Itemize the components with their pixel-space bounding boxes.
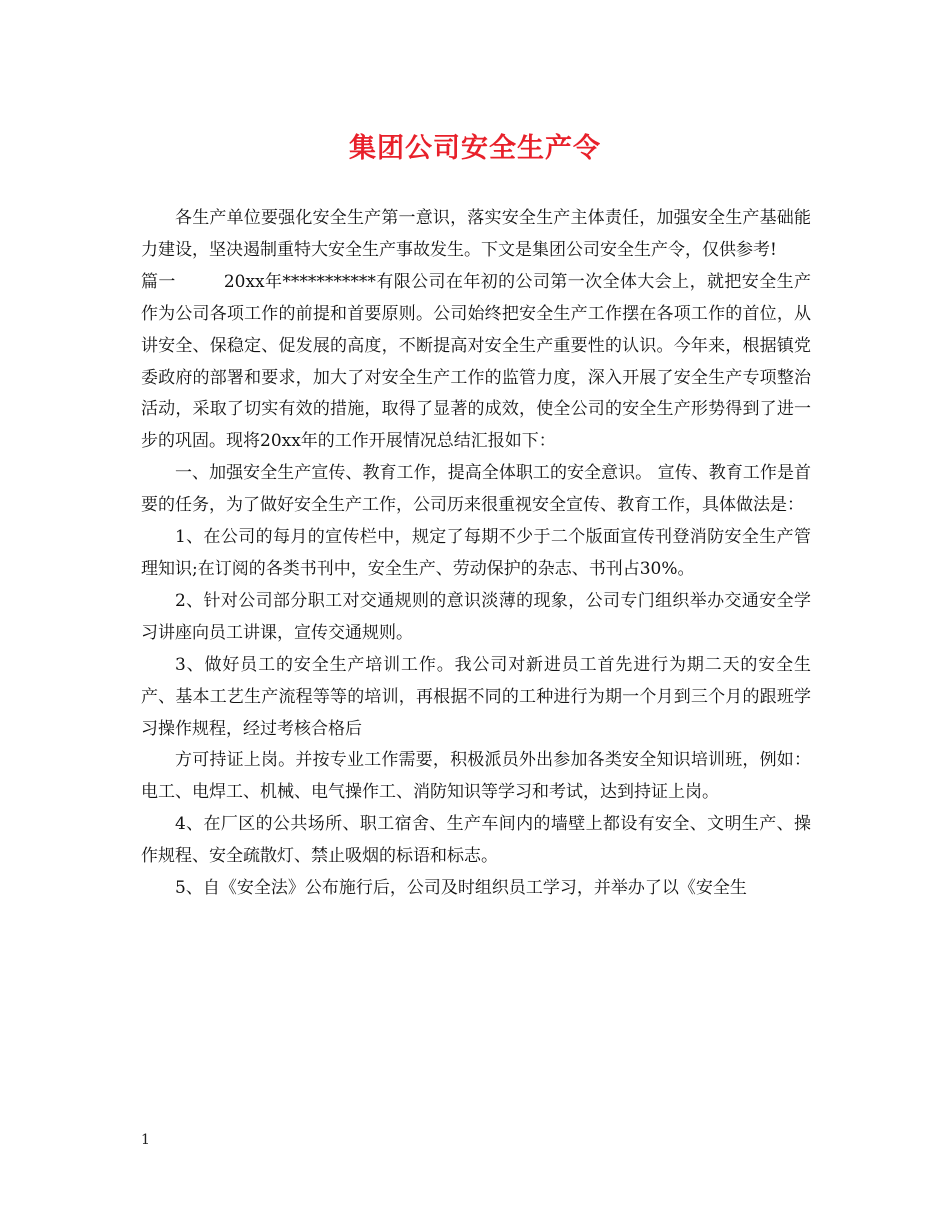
document-body	[141, 203, 811, 905]
piece-one-paragraph	[141, 267, 811, 458]
item-3-continuation-paragraph: 方可持证上岗。并按专业工作需要，积极派员外出参加各类安全知识培训班，例如：电工、电焊工、机械、电气操作工、消防知识等学习和考试，达到持证上岗。	[141, 750, 811, 803]
item-3-paragraph: 3、做好员工的安全生产培训工作。我公司对新进员工首先进行为期二天的安全生产、基本工艺生产流程等等的培训，再根据不同的工种进行为期一个月到三个月的跟班学习操作规程，经过考核合格后	[141, 654, 811, 739]
item-1-paragraph: 1、在公司的每月的宣传栏中，规定了每期不少于二个版面宣传刊登消防安全生产管理知识;在订阅的各类书刊中，安全生产、劳动保护的杂志、书刊占30%。	[141, 527, 811, 579]
piece-one-text: 20xx年***********有限公司在年初的公司第一次全体大会上，就把安全生产作为公司各项工作的前提和首要原则。公司始终把安全生产工作摆在各项工作的首位，从讲安全、保稳定、促发展的高度，不断提高对安全生产重要性的认识。今年来，根据镇党委政府的部署和要求，加大了对安全生产工作的监管力度，深入开展了安全生产专项整治活动，采取了切实有效的措施，取得了显著的成效，使全公司的安全生产形势得到了进一步的巩固。现将20xx年的工作开展情况总结汇报如下：	[141, 271, 811, 452]
item-4-paragraph: 4、在厂区的公共场所、职工宿舍、生产车间内的墙壁上都设有安全、文明生产、操作规程、安全疏散灯、禁止吸烟的标语和标志。	[141, 814, 811, 867]
document-title: 集团公司安全生产令	[349, 133, 601, 164]
page-number: 1	[141, 1132, 150, 1148]
intro-paragraph: 各生产单位要强化安全生产第一意识，落实安全生产主体责任，加强安全生产基础能力建设，坚决遏制重特大安全生产事故发生。下文是集团公司安全生产令，仅供参考!	[141, 208, 811, 260]
item-5-paragraph: 5、自《安全法》公布施行后，公司及时组织员工学习，并举办了以《安全生	[175, 878, 747, 899]
section-one-paragraph: 一、加强安全生产宣传、教育工作，提高全体职工的安全意识。 宣传、教育工作是首要的任务，为了做好安全生产工作，公司历来很重视安全宣传、教育工作，具体做法是：	[141, 463, 811, 516]
piece-label: 篇一	[141, 271, 176, 292]
item-2-paragraph: 2、针对公司部分职工对交通规则的意识淡薄的现象，公司专门组织举办交通安全学习讲座向员工讲课，宣传交通规则。	[141, 590, 811, 643]
